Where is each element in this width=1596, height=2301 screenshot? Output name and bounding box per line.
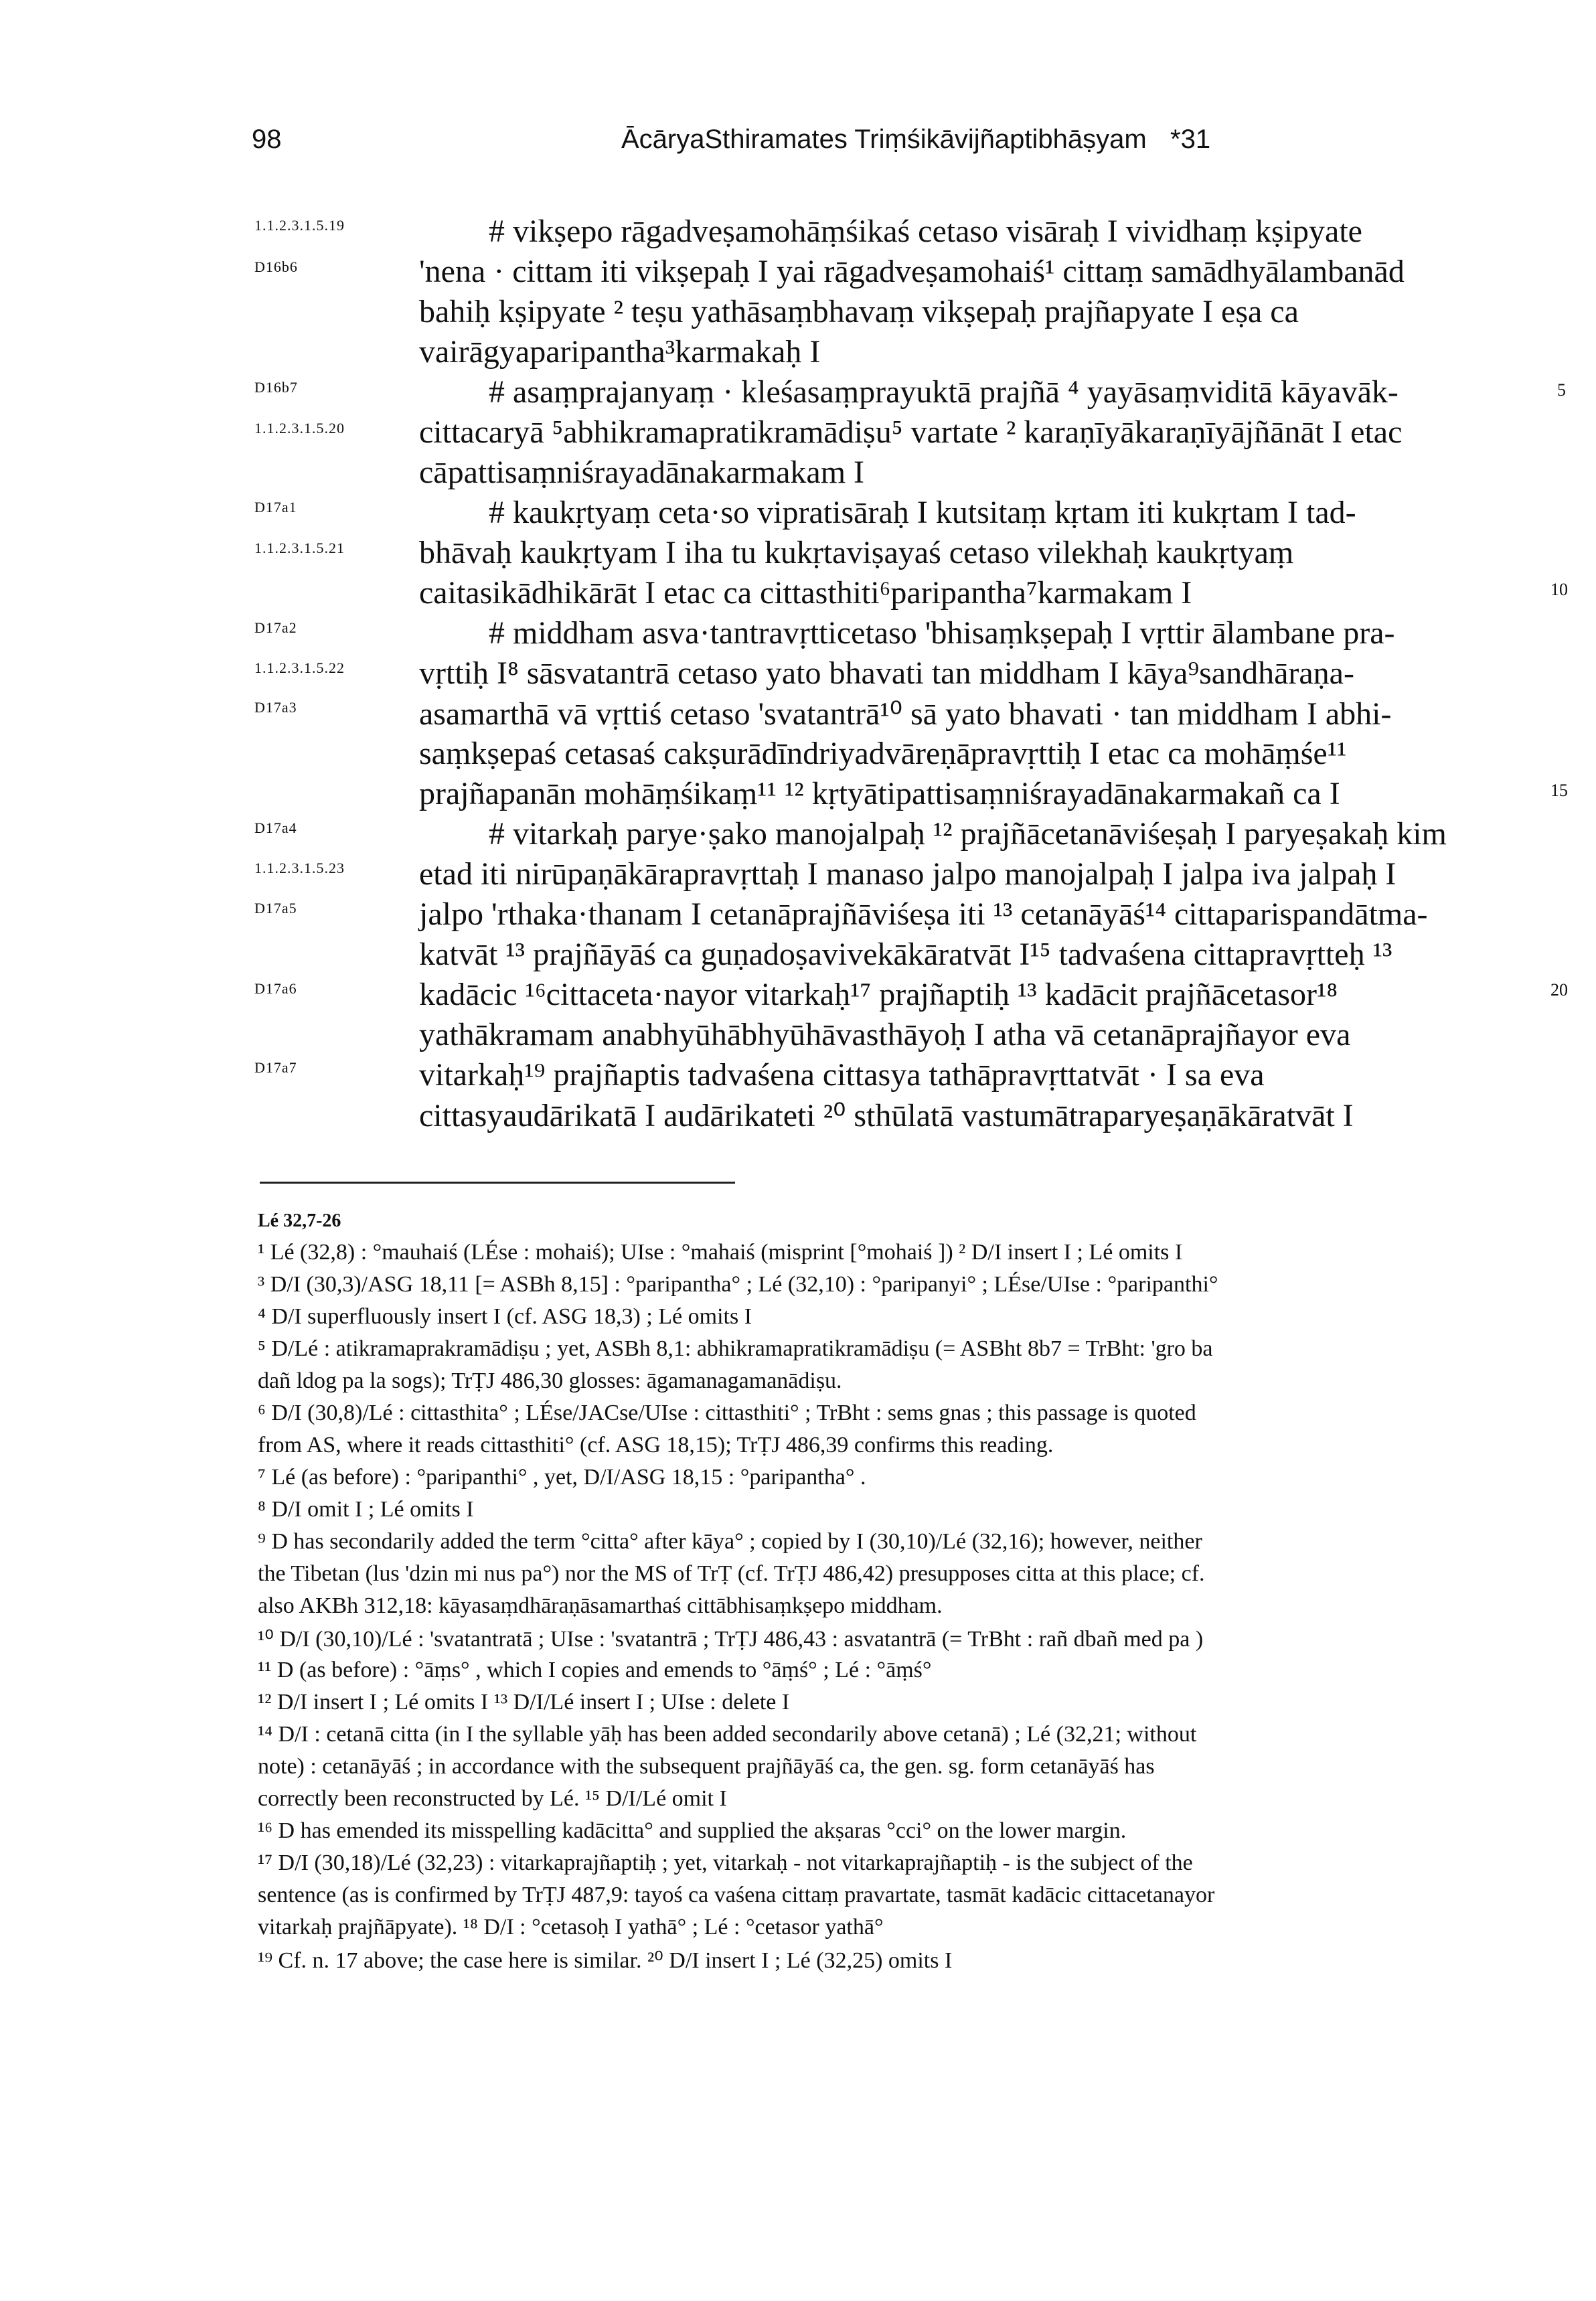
sidenote: 1.1.2.3.1.5.19 <box>254 217 345 234</box>
footnote: ¹² D/I insert I ; Lé omits I ¹³ D/I/Lé insert I ; UIse : delete I <box>258 1690 790 1715</box>
text-line: # middham asva·tantravṛtticetaso 'bhisaṃkṣepaḥ I vṛttir ālambane pra- <box>489 615 1395 651</box>
text-line: vairāgyaparipantha³karmakaḥ I <box>419 334 821 370</box>
footnote-divider <box>260 1182 735 1184</box>
footnote: ⁵ D/Lé : atikramaprakramādiṣu ; yet, ASBh 8,1: abhikramapratikramādiṣu (= ASBht 8b7 = TrBht: 'gro ba <box>258 1336 1213 1361</box>
text-line: vitarkaḥ¹⁹ prajñaptis tadvaśena cittasya tathāpravṛttatvāt · I sa eva <box>419 1057 1265 1093</box>
footnote: from AS, where it reads cittasthiti° (cf. ASG 18,15); TrṬJ 486,39 confirms this reading. <box>258 1433 1054 1457</box>
sidenote: D16b7 <box>254 379 298 396</box>
line-number: 10 <box>1550 580 1568 599</box>
text-line: katvāt ¹³ prajñāyāś ca guṇadoṣavivekākāratvāt I¹⁵ tadvaśena cittapravṛtteḥ ¹³ <box>419 937 1392 972</box>
footnote: ⁹ D has secondarily added the term °citta° after kāya° ; copied by I (30,10)/Lé (32,16); however, neither <box>258 1529 1202 1554</box>
footnote: dañ ldog pa la sogs); TrṬJ 486,30 glosses: āgamanagamanādiṣu. <box>258 1368 842 1393</box>
sidenote: 1.1.2.3.1.5.21 <box>254 540 345 556</box>
text-line: caitasikādhikārāt I etac ca cittasthiti⁶paripantha⁷karmakam I <box>419 575 1192 611</box>
text-line: jalpo 'rthaka·thanam I cetanāprajñāviśeṣa iti ¹³ cetanāyāś¹⁴ cittaparispandātma- <box>419 896 1428 932</box>
sidenote: D17a3 <box>254 699 297 716</box>
text-line: vṛttiḥ I⁸ sāsvatantrā cetaso yato bhavati tan middham I kāya⁹sandhāraṇa- <box>419 655 1354 691</box>
sidenote: 1.1.2.3.1.5.22 <box>254 659 345 676</box>
text-line: saṃkṣepaś cetasaś cakṣurādīndriyadvāreṇāpravṛttiḥ I etac ca mohāṃśe¹¹ <box>419 736 1347 771</box>
footnote: ¹⁹ Cf. n. 17 above; the case here is similar. ²⁰ D/I insert I ; Lé (32,25) omits I <box>258 1948 953 1973</box>
sidenote: D16b6 <box>254 258 298 275</box>
footnote: ¹¹ D (as before) : °āṃs° , which I copies and emends to °āṃś° ; Lé : °āṃś° <box>258 1658 932 1682</box>
footnote: ⁷ Lé (as before) : °paripanthi° , yet, D/I/ASG 18,15 : °paripantha° . <box>258 1465 866 1490</box>
footnote: ¹⁶ D has emended its misspelling kadācitta° and supplied the akṣaras °cci° on the lower margin. <box>258 1818 1127 1843</box>
footnote: ⁸ D/I omit I ; Lé omits I <box>258 1497 474 1522</box>
footnote-header: Lé 32,7-26 <box>258 1210 341 1231</box>
sidenote: D17a7 <box>254 1059 297 1076</box>
text-line: # asaṃprajanyaṃ · kleśasaṃprayuktā prajñā ⁴ yayāsaṃviditā kāyavāk- <box>489 374 1399 410</box>
line-number: 15 <box>1550 781 1568 800</box>
text-line: prajñapanān mohāṃśikaṃ¹¹ ¹² kṛtyātipattisaṃniśrayadānakarmakañ ca I <box>419 776 1340 811</box>
running-title: ĀcāryaSthiramates Triṃśikāvijñaptibhāṣyam <box>621 125 1147 154</box>
text-line: # vikṣepo rāgadveṣamohāṃśikaś cetaso visāraḥ I vividhaṃ kṣipyate <box>489 214 1362 249</box>
sidenote: D17a6 <box>254 980 297 997</box>
footnote: ¹⁴ D/I : cetanā citta (in I the syllable yāḥ has been added secondarily above cetanā) ; Lé (32,21; without <box>258 1722 1197 1747</box>
sidenote: D17a5 <box>254 900 297 917</box>
sidenote: 1.1.2.3.1.5.20 <box>254 420 345 437</box>
text-line: 'nena · cittam iti vikṣepaḥ I yai rāgadveṣamohaiś¹ cittaṃ samādhyālambanād <box>419 254 1405 289</box>
footnote: ¹⁷ D/I (30,18)/Lé (32,23) : vitarkaprajñaptiḥ ; yet, vitarkaḥ - not vitarkaprajñaptiḥ - is the subject of the <box>258 1850 1193 1875</box>
text-line: cittasyaudārikatā I audārikateti ²⁰ sthūlatā vastumātraparyeṣaṇākāratvāt I <box>419 1098 1354 1133</box>
sidenote: D17a4 <box>254 819 297 836</box>
text-line: asamarthā vā vṛttiś cetaso 'svatantrā¹⁰ sā yato bhavati · tan middham I abhi- <box>419 696 1392 732</box>
text-line: # kaukṛtyaṃ ceta·so vipratisāraḥ I kutsitaṃ kṛtam iti kukṛtam I tad- <box>489 495 1356 530</box>
footnote: the Tibetan (lus 'dzin mi nus pa°) nor the MS of TrṬ (cf. TrṬJ 486,42) presupposes citta at this place; cf. <box>258 1561 1205 1586</box>
footnote: ¹⁰ D/I (30,10)/Lé : 'svatantratā ; UIse : 'svatantrā ; TrṬJ 486,43 : asvatantrā (= TrBht : rañ dbañ med pa ) <box>258 1627 1204 1652</box>
footnote: ⁶ D/I (30,8)/Lé : cittasthita° ; LÉse/JACse/UIse : cittasthiti° ; TrBht : sems gnas ; this passage is quoted <box>258 1401 1196 1425</box>
text-line: cittacaryā ⁵abhikramapratikramādiṣu⁵ vartate ² karaṇīyākaraṇīyājñānāt I etac <box>419 414 1403 450</box>
page-number: 98 <box>252 125 282 154</box>
footnote: ⁴ D/I superfluously insert I (cf. ASG 18,3) ; Lé omits I <box>258 1304 752 1329</box>
line-number: 5 <box>1557 380 1566 400</box>
text-line: cāpattisaṃniśrayadānakarmakam I <box>419 455 865 490</box>
sidenote: 1.1.2.3.1.5.23 <box>254 860 345 876</box>
footnote: ¹ Lé (32,8) : °mauhaiś (LÉse : mohaiś); UIse : °mahaiś (misprint [°mohaiś ]) ² D/I insert I ; Lé omits I <box>258 1240 1183 1265</box>
footnote: sentence (as is confirmed by TrṬJ 487,9: tayoś ca vaśena cittaṃ pravartate, tasmāt kadācic cittacetanayor <box>258 1883 1215 1907</box>
sidenote: D17a2 <box>254 619 297 636</box>
text-line: etad iti nirūpaṇākārapravṛttaḥ I manaso jalpo manojalpaḥ I jalpa iva jalpaḥ I <box>419 856 1396 892</box>
text-line: bhāvaḥ kaukṛtyam I iha tu kukṛtaviṣayaś cetaso vilekhaḥ kaukṛtyaṃ <box>419 535 1294 570</box>
line-number: 20 <box>1550 980 1568 1000</box>
sidenote: D17a1 <box>254 499 297 515</box>
footnote: vitarkaḥ prajñāpyate). ¹⁸ D/I : °cetasoḥ I yathā° ; Lé : °cetasor yathā° <box>258 1915 884 1939</box>
footnote: note) : cetanāyāś ; in accordance with the subsequent prajñāyāś ca, the gen. sg. form cetanāyāś has <box>258 1754 1155 1779</box>
text-line: yathākramam anabhyūhābhyūhāvasthāyoḥ I atha vā cetanāprajñayor eva <box>419 1017 1351 1052</box>
text-line: kadācic ¹⁶cittaceta·nayor vitarkaḥ¹⁷ prajñaptiḥ ¹³ kadācit prajñācetasor¹⁸ <box>419 977 1338 1012</box>
footnote: correctly been reconstructed by Lé. ¹⁵ D/I/Lé omit I <box>258 1786 727 1811</box>
section-marker: *31 <box>1170 125 1211 154</box>
text-line: # vitarkaḥ parye·ṣako manojalpaḥ ¹² prajñācetanāviśeṣaḥ I paryeṣakaḥ kim <box>489 816 1447 852</box>
text-line: bahiḥ kṣipyate ² teṣu yathāsaṃbhavaṃ vikṣepaḥ prajñapyate I eṣa ca <box>419 294 1299 329</box>
footnote: ³ D/I (30,3)/ASG 18,11 [= ASBh 8,15] : °paripantha° ; Lé (32,10) : °paripanyi° ; LÉse/UIse : °paripanthi° <box>258 1272 1218 1297</box>
footnote: also AKBh 312,18: kāyasaṃdhāraṇāsamarthaś cittābhisaṃkṣepo middham. <box>258 1593 943 1618</box>
